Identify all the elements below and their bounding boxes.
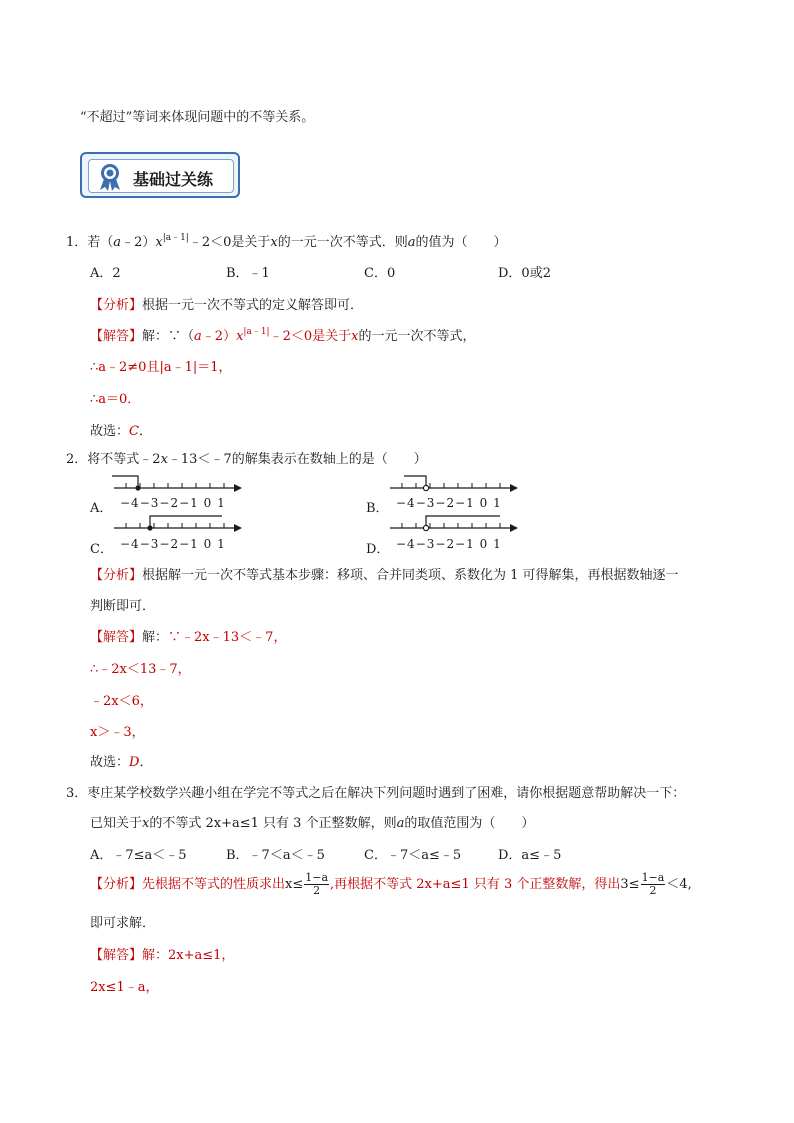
q3-option-d: D．a≤﹣5 bbox=[498, 848, 562, 863]
choice-value: D bbox=[129, 755, 140, 770]
answer-text: 解：∵（ bbox=[142, 329, 195, 344]
q2-stem-text: 将不等式﹣2 bbox=[87, 452, 161, 467]
analysis-tag: 【分析】 bbox=[90, 298, 143, 313]
q3-var-a: a bbox=[396, 816, 405, 831]
axis-label: 1 bbox=[493, 496, 502, 510]
q1-analysis bbox=[90, 294, 363, 313]
axis-label: −4 bbox=[120, 537, 140, 551]
axis-label: −1 bbox=[455, 496, 475, 510]
q3-option-b: B．﹣7＜a＜﹣5 bbox=[226, 848, 325, 863]
analysis-math: ＜4, bbox=[666, 877, 692, 892]
q2-analysis-cont: 判断即可． bbox=[90, 599, 156, 614]
fraction-denominator: 2 bbox=[313, 884, 321, 897]
q1-var-a: a bbox=[407, 235, 416, 250]
axis-label: 0 bbox=[203, 537, 213, 551]
answer-text: 解：2x+a≤1， bbox=[142, 948, 235, 963]
section-title: 基础过关练 bbox=[133, 170, 214, 189]
q2-step-3: x＞﹣3， bbox=[90, 725, 145, 740]
q2-answer bbox=[90, 626, 286, 645]
axis-label: −1 bbox=[179, 537, 199, 551]
q1-stem-text: 的值为（ ） bbox=[415, 235, 507, 250]
q2-option-d-axis-labels bbox=[396, 537, 502, 551]
q1-var-x: x bbox=[270, 235, 278, 250]
q3-option-c: C．﹣7＜a≤﹣5 bbox=[364, 848, 462, 863]
answer-exponent: |a﹣1| bbox=[243, 327, 270, 337]
section-banner bbox=[80, 152, 240, 198]
answer-tag: 【解答】 bbox=[90, 948, 143, 963]
q2-stem-text: ﹣13＜﹣7的解集表示在数轴上的是（ ） bbox=[167, 452, 427, 467]
q2-step-1: ∴﹣2x＜13﹣7， bbox=[90, 662, 191, 677]
answer-tag: 【解答】 bbox=[90, 630, 143, 645]
axis-label: −2 bbox=[159, 537, 180, 551]
answer-var: x bbox=[236, 329, 244, 344]
q1-number: 1． bbox=[66, 235, 88, 250]
q1-stem-text: ﹣2＜0是关于 bbox=[188, 235, 271, 250]
axis-label: 0 bbox=[203, 496, 213, 510]
q1-stem bbox=[66, 230, 507, 250]
axis-label: −2 bbox=[435, 496, 456, 510]
q3-option-a: A．﹣7≤a＜﹣5 bbox=[90, 848, 187, 863]
q1-option-b: B．﹣1 bbox=[226, 266, 270, 281]
axis-label: −3 bbox=[139, 496, 160, 510]
q1-step-2: ∴a＝0． bbox=[90, 392, 141, 407]
axis-label: −3 bbox=[415, 537, 436, 551]
fraction-1-minus-a-over-2 bbox=[641, 872, 666, 897]
q1-option-a: A．2 bbox=[90, 266, 121, 281]
q3-step-1: 2x≤1﹣a， bbox=[90, 980, 159, 995]
q2-option-a-axis-labels bbox=[120, 496, 226, 510]
q1-stem-text: 的一元一次不等式．则 bbox=[277, 235, 408, 250]
q2-var-x: x bbox=[160, 452, 168, 467]
axis-label: −1 bbox=[455, 537, 475, 551]
answer-text: ﹣2） bbox=[201, 329, 237, 344]
analysis-math: 3≤ bbox=[620, 877, 640, 892]
q2-option-a-label: A． bbox=[90, 501, 113, 516]
analysis-tag: 【分析】 bbox=[90, 568, 143, 583]
analysis-text: 先根据不等式的性质求出 bbox=[142, 877, 286, 892]
q2-option-c-label: C． bbox=[90, 542, 113, 557]
q3-var-x: x bbox=[142, 816, 150, 831]
analysis-math: x≤ bbox=[285, 877, 304, 892]
q1-choice bbox=[90, 420, 152, 439]
q1-var-a: a bbox=[113, 235, 122, 250]
fraction-1-minus-a-over-2 bbox=[304, 872, 329, 897]
axis-label: 0 bbox=[479, 537, 489, 551]
q1-answer bbox=[90, 324, 476, 344]
analysis-text: 根据一元一次不等式的定义解答即可． bbox=[142, 298, 364, 313]
q1-var-x: x bbox=[155, 235, 163, 250]
analysis-text: ,再根据不等式 2x+a≤1 只有 3 个正整数解，得出 bbox=[330, 877, 621, 892]
q3-stem-line-1 bbox=[66, 782, 685, 801]
axis-label: −4 bbox=[396, 496, 416, 510]
axis-label: −3 bbox=[415, 496, 436, 510]
q1-option-c: C．0 bbox=[364, 266, 396, 281]
q3-answer bbox=[90, 944, 234, 963]
choice-end: ． bbox=[138, 424, 152, 439]
q2-option-b-label: B． bbox=[366, 501, 389, 516]
q2-step-2: ﹣2x＜6， bbox=[90, 694, 153, 709]
answer-var: x bbox=[351, 329, 359, 344]
axis-label: −1 bbox=[179, 496, 199, 510]
q1-stem-text: ﹣2） bbox=[121, 235, 156, 250]
q1-stem-text: 若（ bbox=[87, 235, 114, 250]
axis-label: −2 bbox=[159, 496, 180, 510]
answer-text: 的一元一次不等式， bbox=[358, 329, 476, 344]
choice-label: 故选： bbox=[90, 755, 130, 770]
q2-number: 2． bbox=[66, 452, 88, 467]
q3-analysis bbox=[90, 872, 692, 897]
axis-label: 0 bbox=[479, 496, 489, 510]
q3-analysis-cont: 即可求解． bbox=[90, 916, 156, 931]
axis-label: 1 bbox=[493, 537, 502, 551]
q3-stem-line-2 bbox=[90, 812, 534, 831]
fraction-numerator: 1−a bbox=[305, 871, 329, 884]
answer-text: ﹣2＜0是关于 bbox=[269, 329, 352, 344]
q2-option-b-axis-labels bbox=[396, 496, 502, 510]
q2-analysis bbox=[90, 564, 679, 583]
fraction-numerator: 1−a bbox=[641, 871, 665, 884]
axis-label: −2 bbox=[435, 537, 456, 551]
answer-text: 解： bbox=[142, 630, 169, 645]
analysis-text: 根据解一元一次不等式基本步骤：移项、合并同类项、系数化为 1 可得解集，再根据数轴逐一 bbox=[142, 568, 679, 583]
q2-stem bbox=[66, 448, 427, 467]
q1-option-d: D．0或2 bbox=[498, 266, 551, 281]
choice-label: 故选： bbox=[90, 424, 130, 439]
fraction-denominator: 2 bbox=[649, 884, 657, 897]
q3-stem-text: 已知关于 bbox=[90, 816, 143, 831]
q2-option-d-label: D． bbox=[366, 542, 390, 557]
q2-choice bbox=[90, 751, 152, 770]
q3-stem-text: 的取值范围为（ ） bbox=[404, 816, 535, 831]
axis-label: 1 bbox=[217, 537, 226, 551]
axis-label: 1 bbox=[217, 496, 226, 510]
q3-stem-text: 枣庄某学校数学兴趣小组在学完不等式之后在解决下列问题时遇到了困难，请你根据题意帮助解决一下： bbox=[87, 786, 686, 801]
analysis-tag: 【分析】 bbox=[90, 877, 143, 892]
answer-equation: ∵﹣2x﹣13＜﹣7， bbox=[168, 630, 287, 645]
q2-option-c-axis-labels bbox=[120, 537, 226, 551]
medal-icon bbox=[95, 162, 125, 192]
choice-end: ． bbox=[139, 755, 153, 770]
answer-tag: 【解答】 bbox=[90, 329, 143, 344]
q3-number: 3． bbox=[66, 786, 88, 801]
q3-stem-text: 的不等式 2x+a≤1 只有 3 个正整数解，则 bbox=[149, 816, 397, 831]
choice-value: C bbox=[129, 424, 139, 439]
axis-label: −4 bbox=[120, 496, 140, 510]
axis-label: −4 bbox=[396, 537, 416, 551]
q1-step-1: ∴a﹣2≠0且|a﹣1|＝1， bbox=[90, 360, 232, 375]
banner-inner-frame bbox=[88, 159, 234, 193]
axis-label: −3 bbox=[139, 537, 160, 551]
answer-var: a bbox=[194, 329, 202, 344]
intro-line: “不超过”等词来体现问题中的不等关系。 bbox=[80, 110, 315, 125]
q1-exponent: |a﹣1| bbox=[162, 233, 189, 243]
